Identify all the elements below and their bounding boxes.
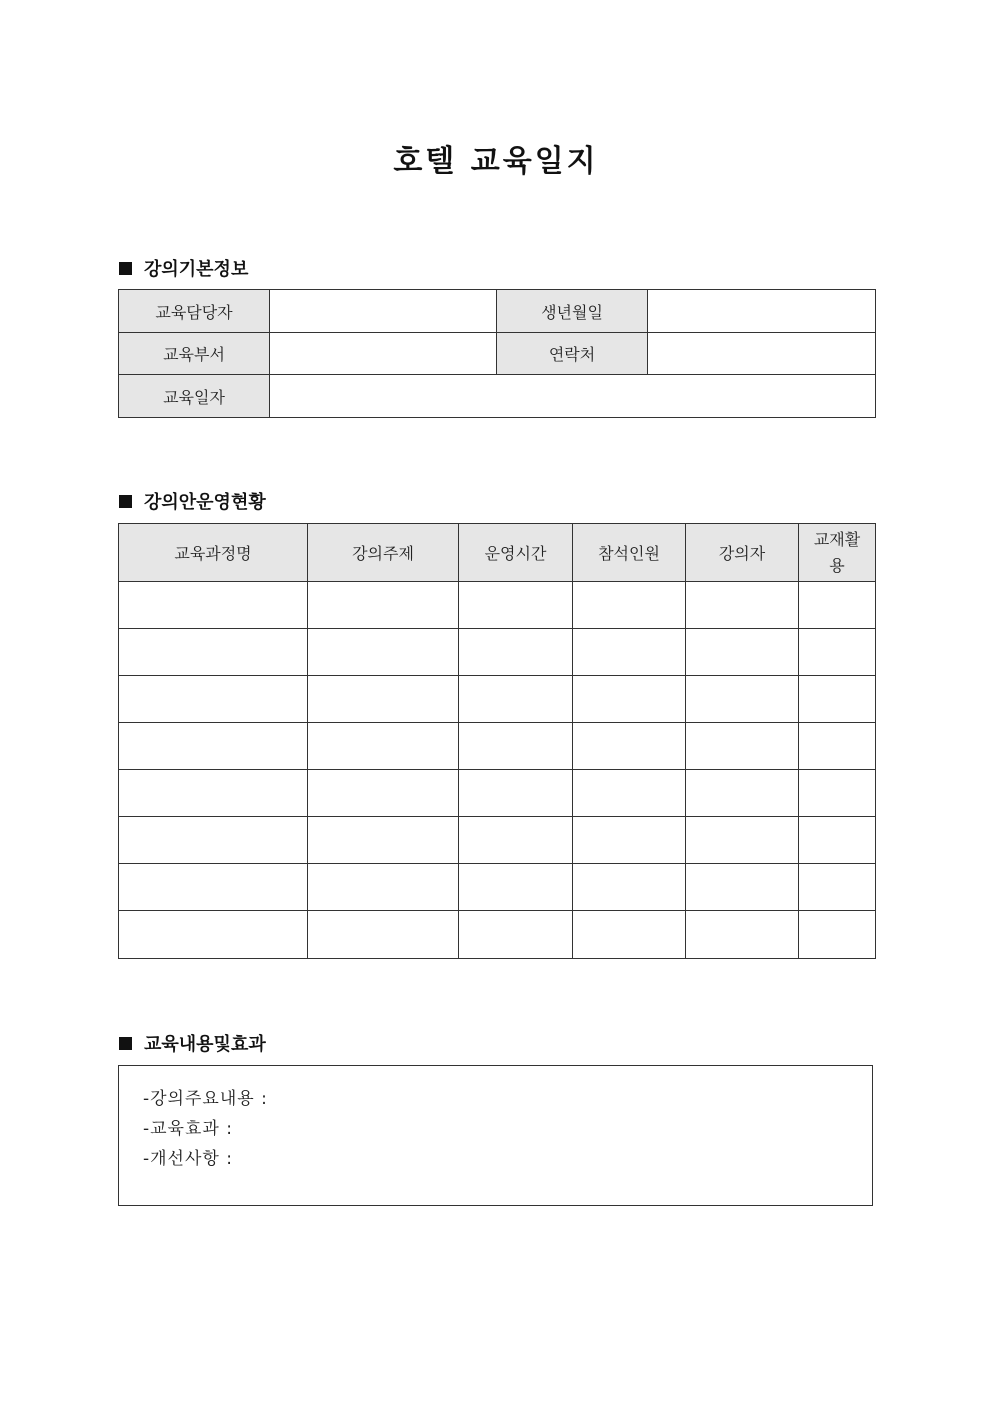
topic-cell[interactable] — [308, 817, 459, 864]
content-line-improvement: -개선사항 : — [143, 1149, 233, 1169]
table-row — [119, 864, 876, 911]
course-name-cell[interactable] — [119, 817, 308, 864]
attendees-cell[interactable] — [573, 582, 686, 629]
basic-info-table — [118, 289, 876, 418]
course-name-cell[interactable] — [119, 770, 308, 817]
instructor-cell[interactable] — [686, 629, 799, 676]
birthdate-label: 생년월일 — [497, 290, 648, 333]
materials-cell[interactable] — [799, 629, 876, 676]
header-duration: 운영시간 — [459, 524, 573, 582]
duration-cell[interactable] — [459, 723, 573, 770]
instructor-cell[interactable] — [686, 770, 799, 817]
table-row — [119, 375, 876, 418]
instructor-cell[interactable] — [686, 676, 799, 723]
header-course-name: 교육과정명 — [119, 524, 308, 582]
materials-cell[interactable] — [799, 864, 876, 911]
materials-cell[interactable] — [799, 911, 876, 959]
topic-cell[interactable] — [308, 770, 459, 817]
materials-cell[interactable] — [799, 817, 876, 864]
square-bullet-icon — [119, 262, 132, 275]
course-name-cell[interactable] — [119, 723, 308, 770]
course-name-cell[interactable] — [119, 676, 308, 723]
attendees-cell[interactable] — [573, 629, 686, 676]
materials-cell[interactable] — [799, 582, 876, 629]
duration-cell[interactable] — [459, 770, 573, 817]
topic-cell[interactable] — [308, 911, 459, 959]
course-name-cell[interactable] — [119, 864, 308, 911]
instructor-cell[interactable] — [686, 582, 799, 629]
birthdate-field[interactable] — [648, 290, 876, 333]
attendees-cell[interactable] — [573, 676, 686, 723]
course-name-cell[interactable] — [119, 911, 308, 959]
header-attendees: 참석인원 — [573, 524, 686, 582]
duration-cell[interactable] — [459, 911, 573, 959]
header-materials: 교재활 용 — [799, 524, 876, 582]
instructor-cell[interactable] — [686, 723, 799, 770]
materials-cell[interactable] — [799, 770, 876, 817]
manager-label: 교육담당자 — [119, 290, 270, 333]
table-row — [119, 629, 876, 676]
attendees-cell[interactable] — [573, 770, 686, 817]
duration-cell[interactable] — [459, 817, 573, 864]
topic-cell[interactable] — [308, 582, 459, 629]
date-field[interactable] — [270, 375, 876, 418]
section-heading-content — [119, 1030, 266, 1056]
header-topic: 강의주제 — [308, 524, 459, 582]
materials-cell[interactable] — [799, 676, 876, 723]
square-bullet-icon — [119, 495, 132, 508]
table-header-row — [119, 524, 876, 582]
instructor-cell[interactable] — [686, 911, 799, 959]
table-row — [119, 676, 876, 723]
course-name-cell[interactable] — [119, 582, 308, 629]
table-row — [119, 817, 876, 864]
contact-field[interactable] — [648, 333, 876, 375]
table-row — [119, 770, 876, 817]
section-heading-basic-info — [119, 255, 248, 281]
instructor-cell[interactable] — [686, 864, 799, 911]
attendees-cell[interactable] — [573, 817, 686, 864]
instructor-cell[interactable] — [686, 817, 799, 864]
topic-cell[interactable] — [308, 723, 459, 770]
section-heading-text: 교육내용및효과 — [144, 1034, 266, 1055]
table-row — [119, 290, 876, 333]
topic-cell[interactable] — [308, 676, 459, 723]
attendees-cell[interactable] — [573, 911, 686, 959]
department-field[interactable] — [270, 333, 497, 375]
duration-cell[interactable] — [459, 676, 573, 723]
duration-cell[interactable] — [459, 864, 573, 911]
duration-cell[interactable] — [459, 629, 573, 676]
content-line-effect: -교육효과 : — [143, 1119, 233, 1139]
operation-table — [118, 523, 876, 959]
square-bullet-icon — [119, 1037, 132, 1050]
section-heading-operation — [119, 488, 266, 514]
table-row — [119, 333, 876, 375]
topic-cell[interactable] — [308, 629, 459, 676]
topic-cell[interactable] — [308, 864, 459, 911]
duration-cell[interactable] — [459, 582, 573, 629]
page-title: 호텔 교육일지 — [393, 144, 599, 179]
section-heading-text: 강의기본정보 — [144, 259, 249, 280]
header-instructor: 강의자 — [686, 524, 799, 582]
manager-field[interactable] — [270, 290, 497, 333]
course-name-cell[interactable] — [119, 629, 308, 676]
table-row — [119, 582, 876, 629]
contact-label: 연락처 — [497, 333, 648, 375]
date-label: 교육일자 — [119, 375, 270, 418]
table-row — [119, 911, 876, 959]
table-row — [119, 723, 876, 770]
materials-cell[interactable] — [799, 723, 876, 770]
content-line-main: -강의주요내용 : — [143, 1089, 268, 1109]
attendees-cell[interactable] — [573, 723, 686, 770]
department-label: 교육부서 — [119, 333, 270, 375]
attendees-cell[interactable] — [573, 864, 686, 911]
content-box[interactable] — [118, 1065, 873, 1206]
section-heading-text: 강의안운영현황 — [144, 492, 266, 513]
